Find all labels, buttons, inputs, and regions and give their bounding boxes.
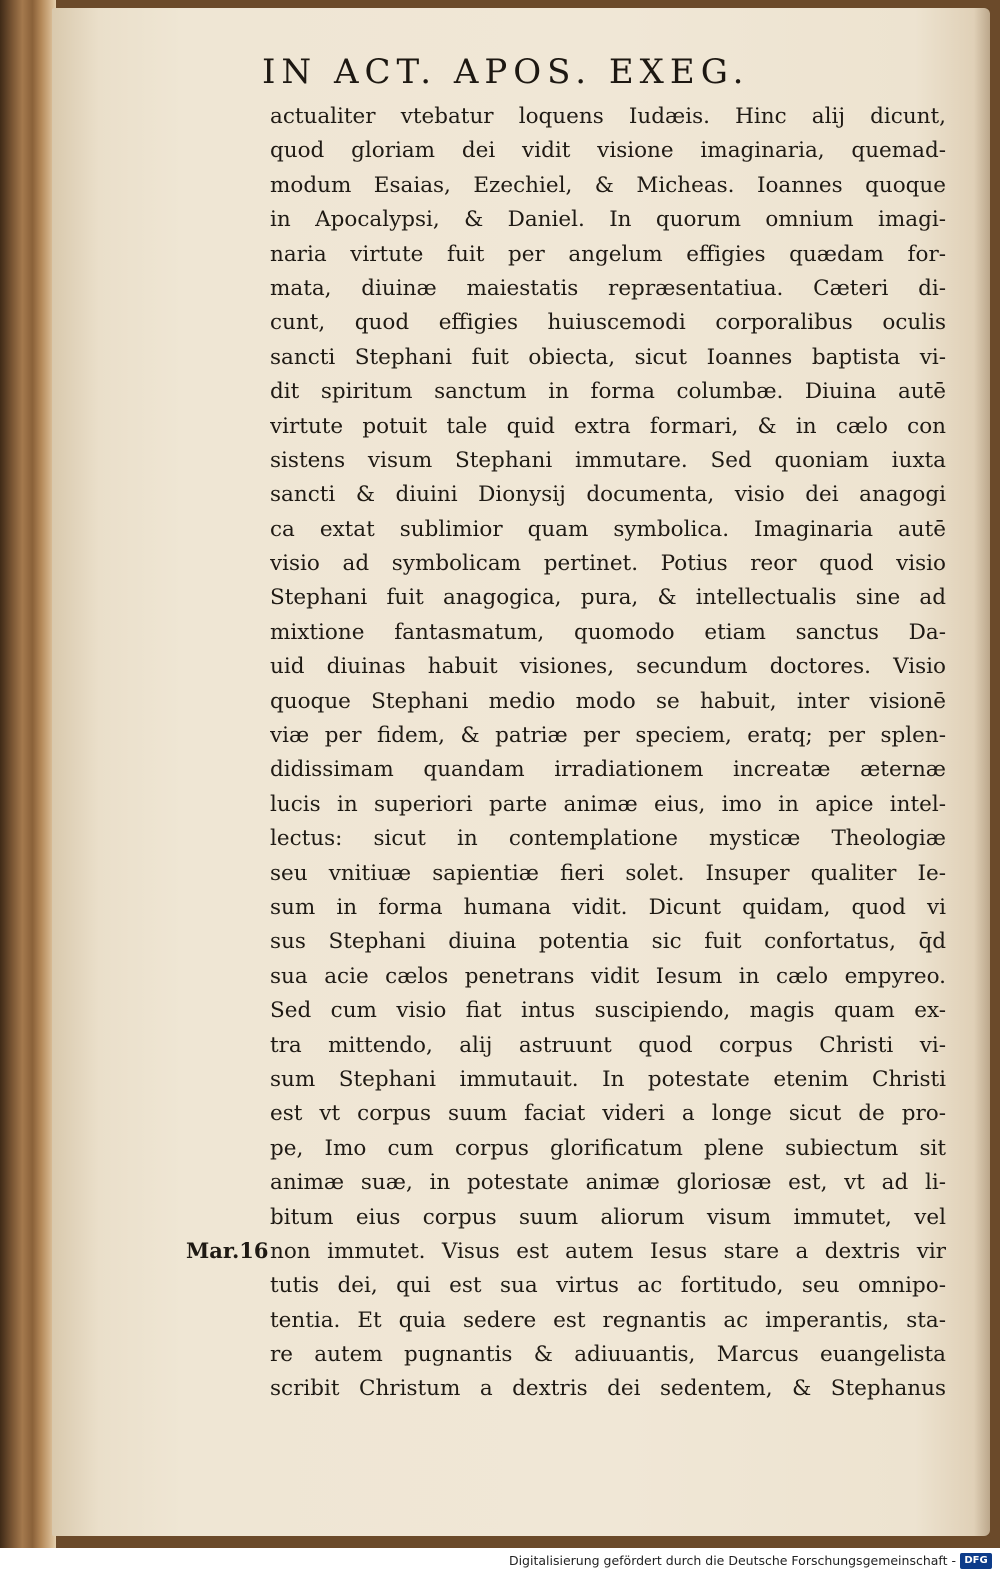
text-line: tutis dei, qui est sua virtus ac fortitudo, seu omnipo-: [270, 1273, 946, 1299]
text-line: mixtione fantasmatum, quomodo etiam sanctus Da-: [270, 619, 946, 645]
text-line: seu vnitiuæ sapientiæ fieri solet. Insuper qualiter Ie-: [270, 860, 946, 886]
text-line: Stephani fuit anagogica, pura, & intellectualis sine ad: [270, 585, 946, 611]
running-header: IN ACT. APOS. EXEG.: [262, 52, 750, 92]
text-line: in Apocalypsi, & Daniel. In quorum omnium imagi-: [270, 207, 946, 233]
text-line: lucis in superiori parte animæ eius, imo in apice intel-: [270, 791, 946, 817]
text-line: non immutet. Visus est autem Iesus stare a dextris vir: [270, 1238, 946, 1264]
text-line: mata, diuinæ maiestatis repræsentatiua. Cæteri di-: [270, 275, 946, 301]
text-line: pe, Imo cum corpus glorificatum plene subiectum sit: [270, 1135, 946, 1161]
text-line: ca extat sublimior quam symbolica. Imaginaria autē: [270, 516, 946, 542]
text-line: cunt, quod effigies huiuscemodi corporalibus oculis: [270, 310, 946, 336]
text-line: animæ suæ, in potestate animæ gloriosæ est, vt ad li-: [270, 1170, 946, 1196]
text-line: sum in forma humana vidit. Dicunt quidam, quod vi: [270, 894, 946, 920]
marginal-note: Mar.16: [186, 1238, 269, 1263]
text-line: lectus: sicut in contemplatione mysticæ Theologiæ: [270, 826, 946, 852]
text-line: modum Esaias, Ezechiel, & Micheas. Ioannes quoque: [270, 172, 946, 198]
text-line: sum Stephani immutauit. In potestate etenim Christi: [270, 1066, 946, 1092]
text-line: actualiter vtebatur loquens Iudæis. Hinc alij dicunt,: [270, 104, 946, 129]
text-line: Sed cum visio fiat intus suscipiendo, magis quam ex-: [270, 998, 946, 1024]
text-line: tentia. Et quia sedere est regnantis ac imperantis, sta-: [270, 1307, 946, 1333]
text-line: dit spiritum sanctum in forma columbæ. Diuina autē: [270, 379, 946, 405]
text-line: scribit Christum a dextris dei sedentem, & Stephanus: [270, 1376, 946, 1402]
text-line: quoque Stephani medio modo se habuit, inter visionē: [270, 688, 946, 714]
text-line: sancti Stephani fuit obiecta, sicut Ioannes baptista vi-: [270, 344, 946, 370]
text-line: didissimam quandam irradiationem increatæ æternæ: [270, 757, 946, 783]
digitization-credit: Digitalisierung gefördert durch die Deutsche Forschungsgemeinschaft -: [508, 1553, 956, 1568]
text-line: bitum eius corpus suum aliorum visum immutet, vel: [270, 1204, 946, 1230]
text-line: tra mittendo, alij astruunt quod corpus Christi vi-: [270, 1032, 946, 1058]
text-line: viæ per fidem, & patriæ per speciem, eratq; per splen-: [270, 723, 946, 749]
text-line: sancti & diuini Dionysij documenta, visio dei anagogi: [270, 482, 946, 508]
text-line: sistens visum Stephani immutare. Sed quoniam iuxta: [270, 447, 946, 473]
book-spine-edge: [0, 0, 56, 1548]
dfg-logo: DFG: [960, 1553, 992, 1569]
text-line: est vt corpus suum faciat videri a longe sicut de pro-: [270, 1101, 946, 1127]
text-line: quod gloriam dei vidit visione imaginaria, quemad-: [270, 138, 946, 164]
text-line: sus Stephani diuina potentia sic fuit confortatus, q̄d: [270, 929, 946, 955]
text-line: virtute potuit tale quid extra formari, & in cælo con: [270, 413, 946, 439]
text-line: naria virtute fuit per angelum effigies quædam for-: [270, 241, 946, 267]
text-line: uid diuinas habuit visiones, secundum doctores. Visio: [270, 654, 946, 680]
text-line: sua acie cælos penetrans vidit Iesum in cælo empyreo.: [270, 963, 946, 989]
page-edge-shadow: [974, 8, 990, 1536]
body-text: [270, 100, 946, 1407]
text-line: re autem pugnantis & adiuuantis, Marcus euangelista: [270, 1342, 946, 1368]
text-line: visio ad symbolicam pertinet. Potius reor quod visio: [270, 551, 946, 577]
